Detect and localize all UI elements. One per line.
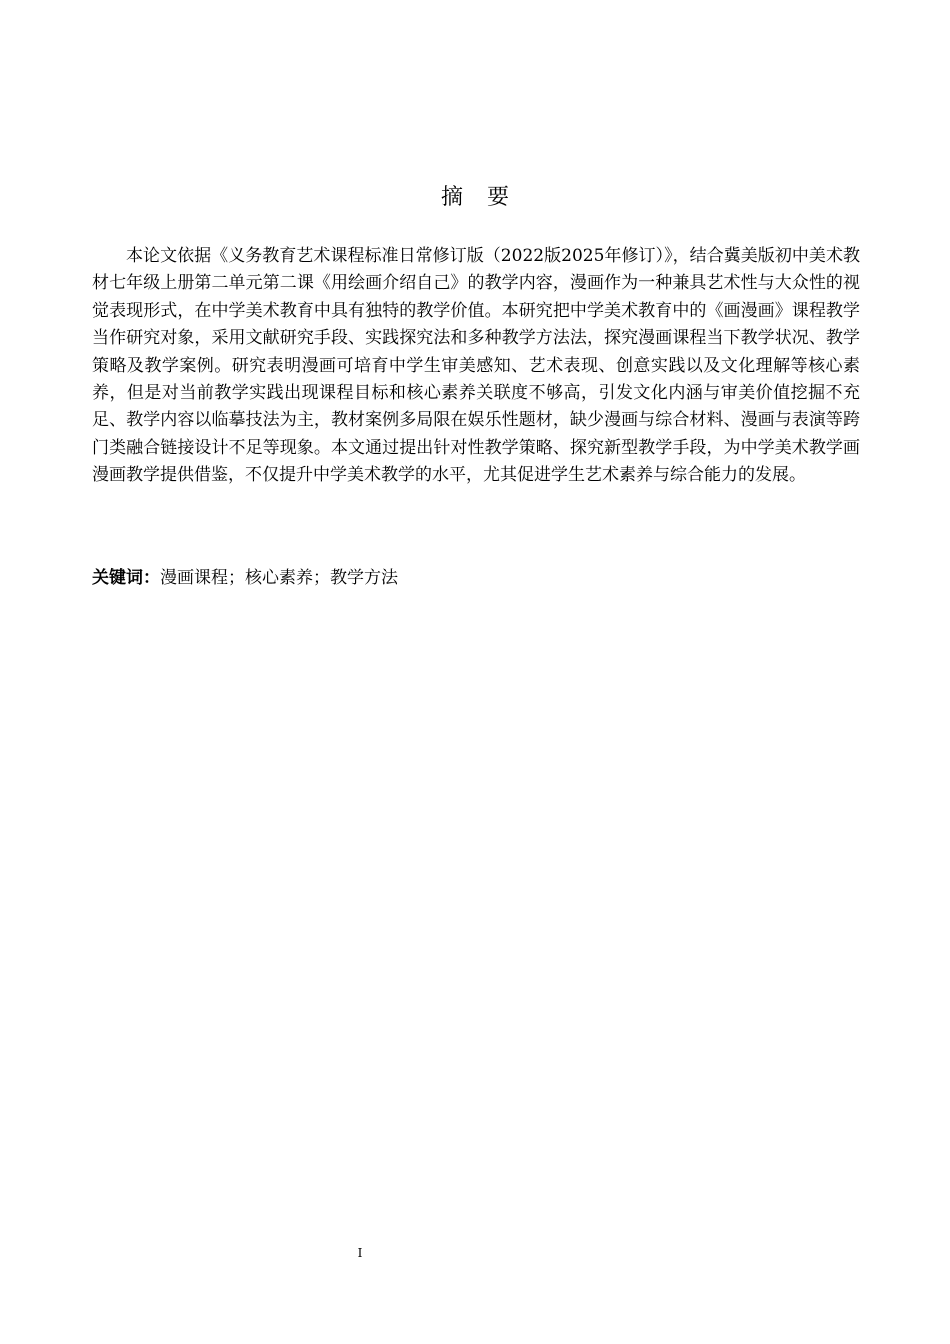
abstract-body: 本论文依据《义务教育艺术课程标准日常修订版（2022版2025年修订）》，结合冀美版初中美术教材七年级上册第二单元第二课《用绘画介绍自己》的教学内容，漫画作为一种兼具艺术性与大众性的视觉表现形式，在中学美术教育中具有独特的教学价值。本研究把中学美术教育中的《画漫画》课程教学当作研究对象，采用文献研究手段、实践探究法和多种教学方法法，探究漫画课程当下教学状况、教学策略及教学案例。研究表明漫画可培育中学生审美感知、艺术表现、创意实践以及文化理解等核心素养，但是对当前教学实践出现课程目标和核心素养关联度不够高，引发文化内涵与审美价值挖掘不充足、教学内容以临摹技法为主，教材案例多局限在娱乐性题材，缺少漫画与综合材料、漫画与表演等跨门类融合链接设计不足等现象。本文通过提出针对性教学策略、探究新型教学手段，为中学美术教学画漫画教学提供借鉴，不仅提升中学美术教学的水平，尤其促进学生艺术素养与综合能力的发展。 — [92, 246, 860, 486]
keywords-line — [92, 565, 860, 592]
keywords-label: 关键词： — [92, 568, 160, 588]
page-number: I — [357, 1246, 363, 1260]
keywords-text: 漫画课程；核心素养；教学方法 — [160, 568, 398, 588]
abstract-title: 摘要 — [440, 185, 533, 210]
